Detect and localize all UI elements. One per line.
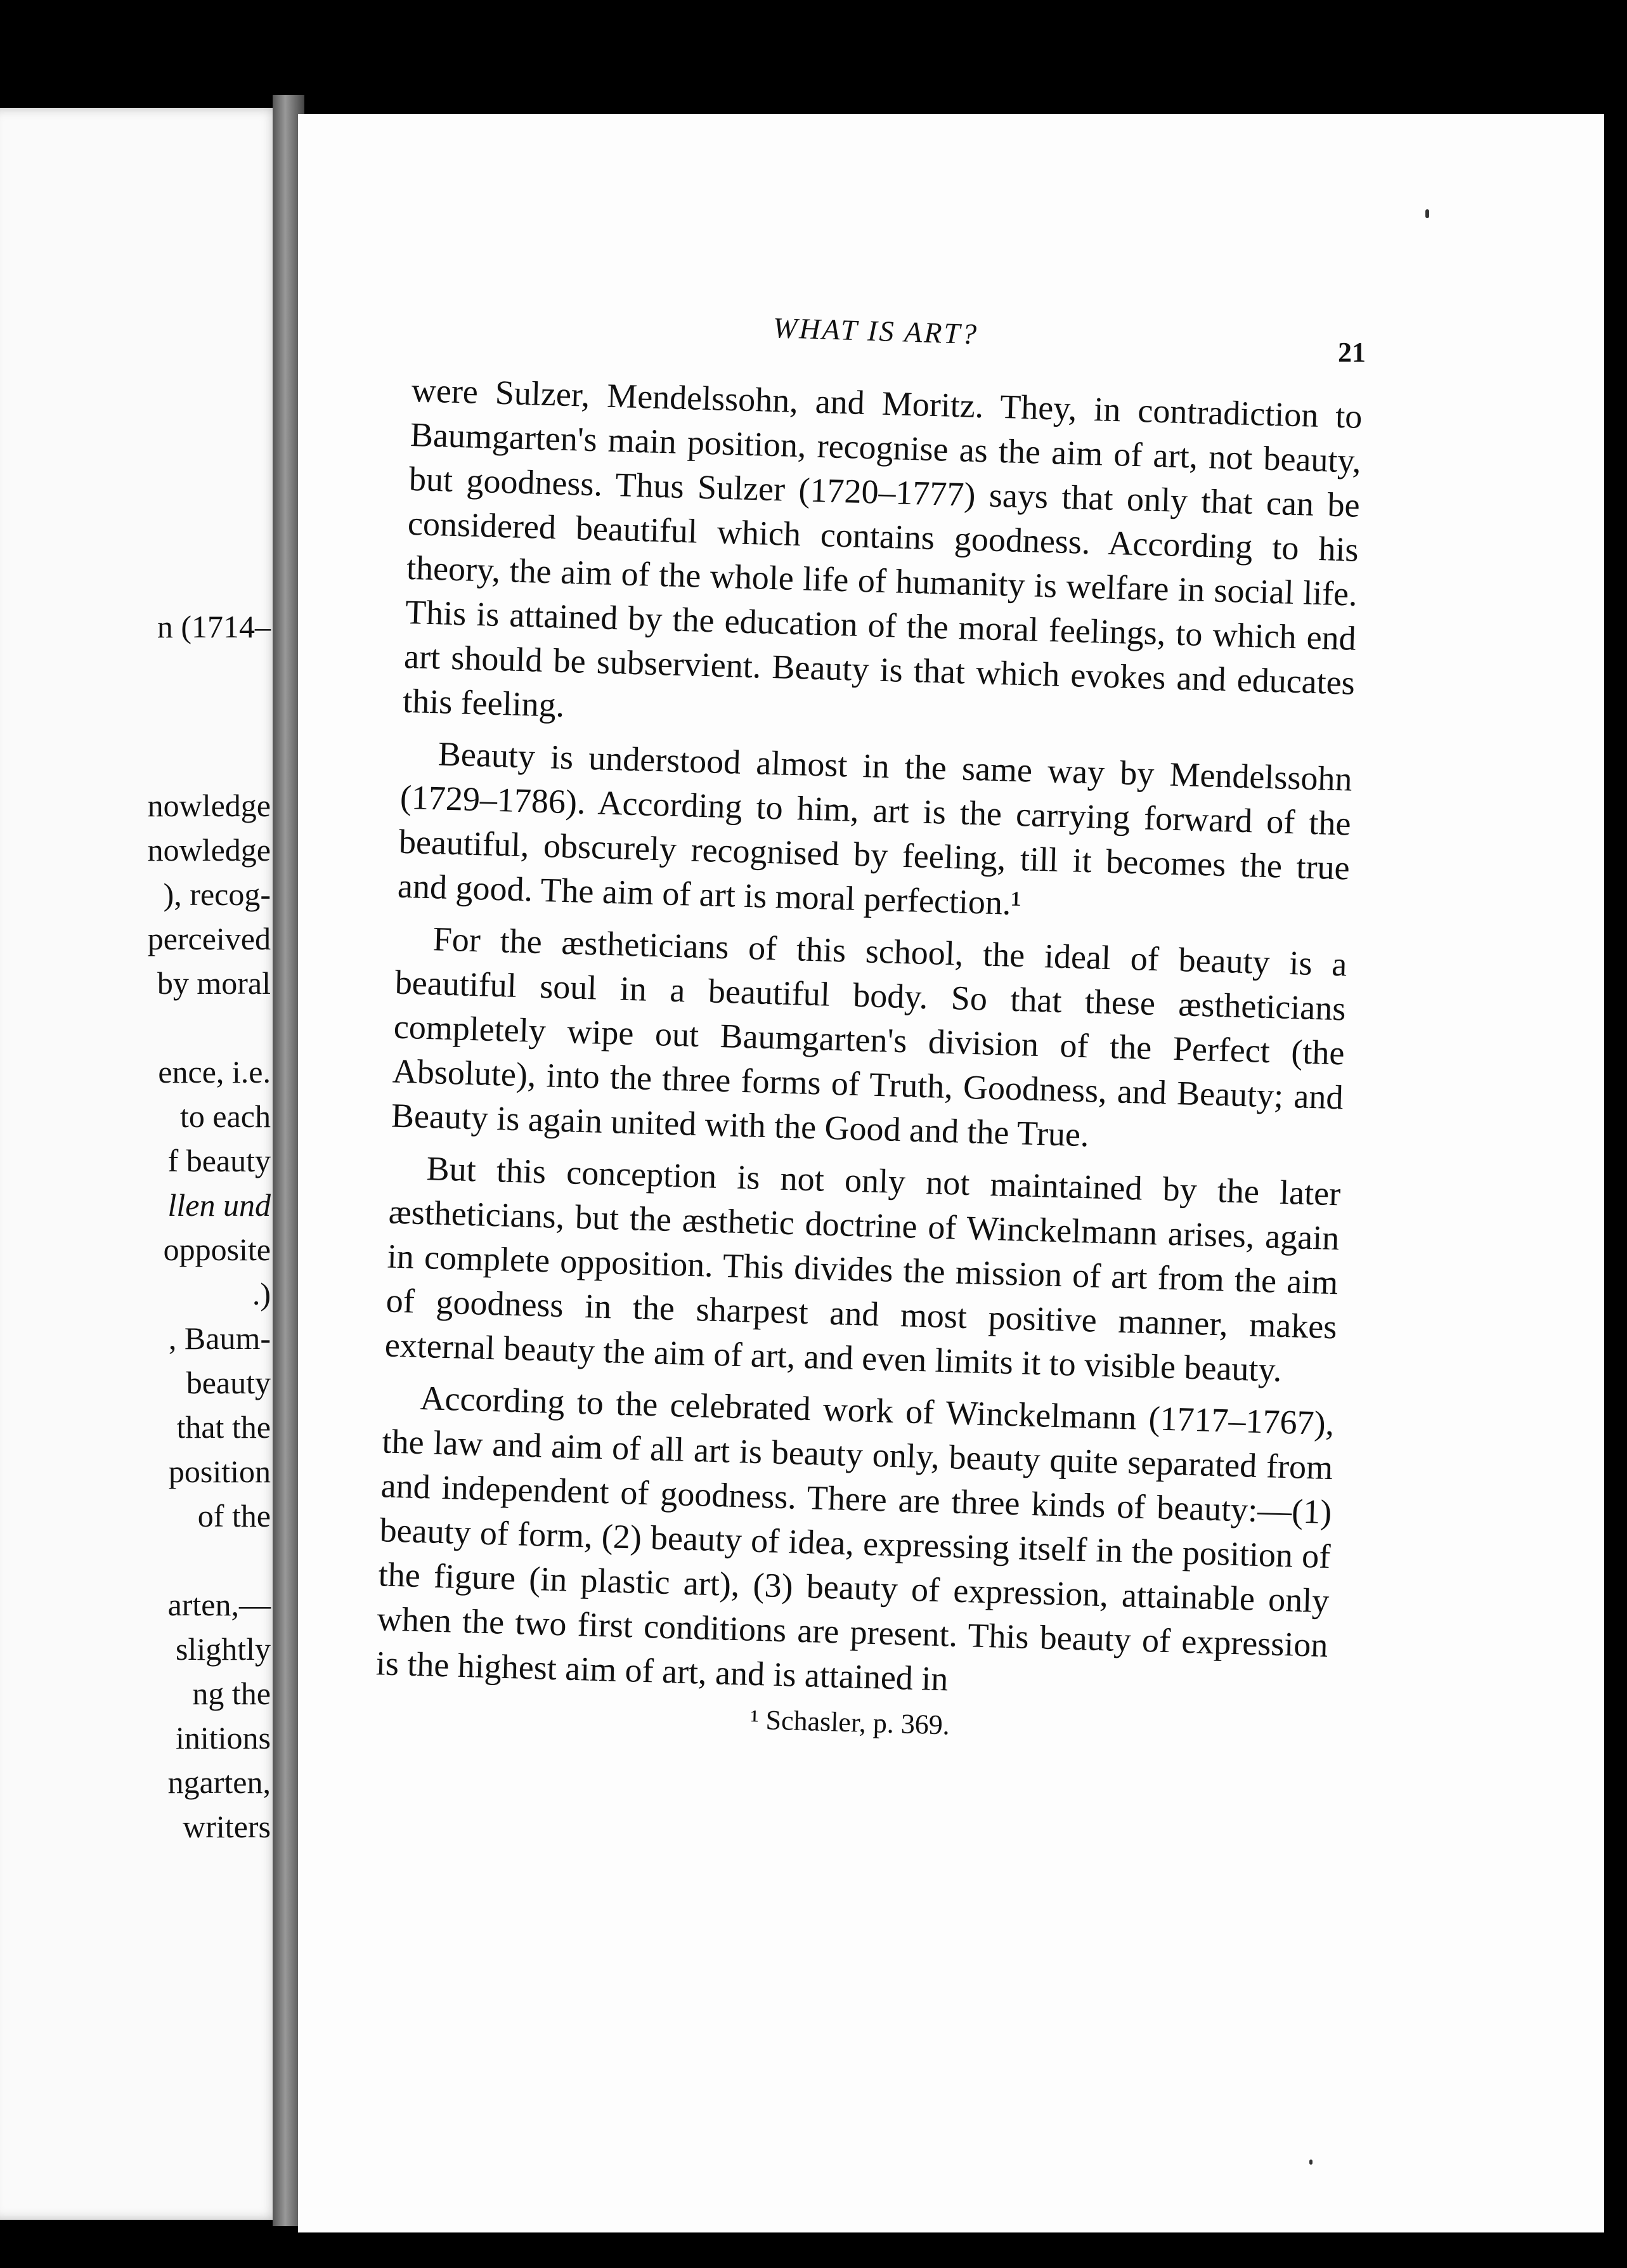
paragraph-4: But this conception is not only not maintained by the later æstheticians, but the æsthetic doctrine of Winckelmann arises, again in complete opposition. This divides the mission of art from the aim of goodness in the sharpest and most positive manner, makes external beauty the aim of art, and even limits it to visible beauty. — [384, 1149, 1342, 1389]
left-page-line: nowledge — [147, 788, 271, 823]
paragraph-3: For the æstheticians of this school, the ideal of beauty is a beautiful soul in a beautiful body. So that these æstheticians completely wipe out Baumgarten's division of the Perfect (the Absolute), into the three forms of Truth, Goodness, and Beauty; and Beauty is again united with the Good and the True. — [391, 920, 1348, 1154]
left-page-line: by moral — [157, 965, 271, 1001]
left-page-line: , Baum- — [168, 1320, 271, 1356]
left-page-line: of the — [197, 1498, 271, 1534]
left-page-line: .) — [252, 1276, 271, 1312]
left-page-line: ngarten, — [167, 1764, 271, 1800]
dust-speck — [1309, 2160, 1313, 2165]
dust-speck — [1425, 209, 1429, 218]
left-page-line: opposite — [163, 1232, 271, 1267]
left-facing-page — [0, 108, 282, 2220]
left-page-line: slightly — [175, 1631, 271, 1667]
left-page-line: n (1714– — [157, 609, 271, 644]
left-page-line: that the — [176, 1409, 271, 1445]
footnote: ¹ Schasler, p. 369. — [749, 1704, 950, 1741]
left-page-line: initions — [175, 1720, 271, 1756]
left-page-line: f beauty — [167, 1143, 271, 1178]
page-number: 21 — [1338, 337, 1366, 368]
running-head: WHAT IS ART? — [772, 311, 979, 351]
paragraph-5: According to the celebrated work of Winckelmann (1717–1767), the law and aim of all art is beauty only, beauty quite separated from and independent of goodness. There are three kinds of beauty:—(1) beauty of form, (2) beauty of idea, expressing itself in the position of the figure (in plastic art), (3) beauty of expression, attainable only when the two first conditions are present. This beauty of expression is the highest aim of art, and is attained in — [375, 1378, 1335, 1698]
left-page-line: llen und — [167, 1187, 271, 1223]
left-page-line: to each — [180, 1098, 271, 1134]
left-page-line: ng the — [192, 1676, 271, 1711]
body-text — [374, 368, 1363, 1752]
paragraph-2: Beauty is understood almost in the same way by Mendelssohn (1729–1786). According to him, art is the carrying forward of the beautiful, obscurely recognised by feeling, till it becomes the true and good. The aim of art is moral perfection.¹ — [397, 734, 1353, 923]
left-page-line: writers — [183, 1809, 271, 1844]
left-page-line: beauty — [186, 1365, 271, 1400]
left-page-line: arten,— — [167, 1587, 271, 1622]
left-page-line: perceived — [147, 921, 271, 956]
left-page-line: nowledge — [147, 832, 271, 868]
paragraph-1: were Sulzer, Mendelssohn, and Moritz. They, in contradiction to Baumgarten's main position, recognise as the aim of art, not beauty, but goodness. Thus Sulzer (1720–1777) says that only that can be considered beautiful which contains goodness. According to his theory, the aim of the whole life of humanity is welfare in social life. This is attained by the education of the moral feelings, to which end art should be subservient. Beauty is that which evokes and educates this feeling. — [402, 370, 1363, 724]
left-page-line: ), recog- — [163, 877, 271, 912]
left-page-line: position — [168, 1454, 271, 1489]
left-page-line: ence, i.e. — [158, 1054, 271, 1090]
